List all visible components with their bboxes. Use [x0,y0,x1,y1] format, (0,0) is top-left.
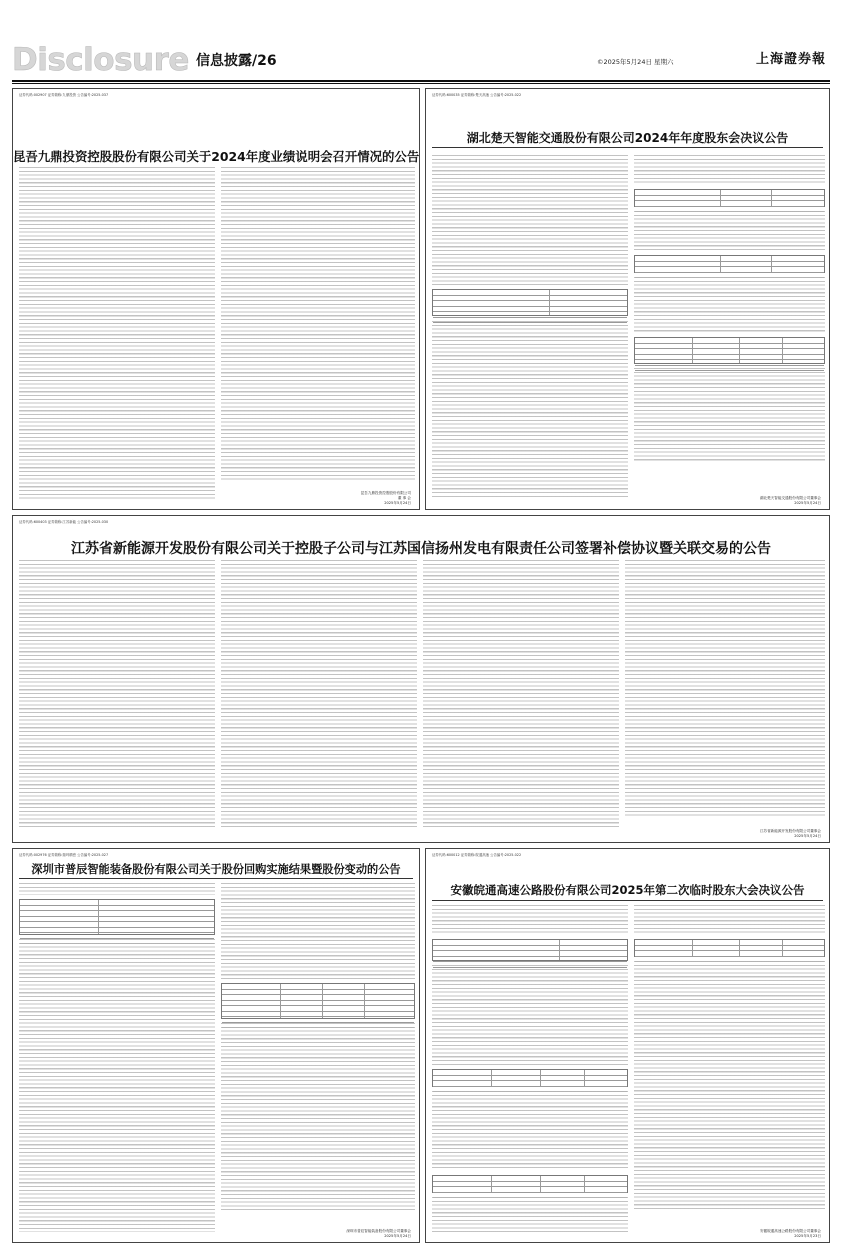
notice-signature: 江苏省新能源开发股份有限公司董事会 2025年5月24日 [759,829,821,838]
data-table [432,1069,628,1087]
notice-signature: 安徽皖通高速公路股份有限公司董事会 2025年5月23日 [759,1229,821,1238]
text-column [221,560,417,830]
title-rule [432,900,823,901]
text-column [19,167,215,499]
notice-title: 昆吾九鼎投资控股股份有限公司关于2024年度业绩说明会召开情况的公告 [13,149,420,164]
text-column [432,155,628,497]
data-table [432,1175,628,1193]
text-column [221,167,415,481]
notice-codes: 证券代码:002976 证券简称:瑞玛精密 公告编号:2025-027 [19,853,109,857]
text-column [19,883,215,1232]
data-table [432,289,628,316]
section-logo: Disclosure [12,42,189,78]
masthead-rule-thin [12,83,830,84]
notice-codes: 证券代码:002907 证券简称:九鼎投资 公告编号:2025-037 [19,93,109,97]
masthead [12,44,830,76]
notice-anhui [425,848,830,1243]
notice-codes: 证券代码:600012 证券简称:皖通高速 公告编号:2025-022 [432,853,522,857]
text-column [625,560,825,816]
masthead-rule [12,80,830,82]
data-table [634,939,825,957]
notice-signature: 湖北楚天智能交通股份有限公司董事会 2025年5月24日 [759,496,821,505]
text-column [634,155,825,497]
notice-title: 深圳市普辰智能装备股份有限公司关于股份回购实施结果暨股份变动的公告 [31,863,401,876]
notice-jiangsu [12,515,830,843]
notice-title: 江苏省新能源开发股份有限公司关于控股子公司与江苏国信扬州发电有限责任公司签署补偿协议暨关联交易的公告 [71,541,771,557]
text-column [432,905,628,1232]
section-title [196,50,277,70]
notice-codes: 证券代码:600403 证券简称:江苏新能 公告编号:2025-030 [19,520,109,524]
notice-signature: 深圳市普辰智能装备股份有限公司董事会 2025年5月24日 [346,1229,411,1238]
section-name: 信息披露 [196,53,252,69]
newspaper-name: 上海證券報 [755,52,826,67]
notice-shenzhen [12,848,420,1243]
data-table [432,939,628,961]
data-table [634,255,825,273]
text-column [634,905,825,1232]
notice-kunshan [12,88,420,510]
notice-body [432,905,823,1232]
notice-body [19,167,413,499]
notice-body [19,883,413,1232]
notice-body [432,155,823,497]
notice-hubei [425,88,830,510]
text-column [19,560,215,830]
notice-codes: 证券代码:600035 证券简称:楚天高速 公告编号:2025-022 [432,93,522,97]
data-table [221,983,415,1019]
notice-title: 安徽皖通高速公路股份有限公司2025年第二次临时股东大会决议公告 [450,883,805,897]
data-table [634,337,825,364]
title-rule [19,878,413,879]
page-number: /26 [252,53,277,69]
notice-title: 湖北楚天智能交通股份有限公司2024年年度股东会决议公告 [466,131,789,145]
data-table [634,189,825,207]
issue-date: ©2025年5月24日 星期六 [597,58,674,66]
data-table [19,899,215,935]
notice-signature: 昆吾九鼎投资控股股份有限公司 董 事 会 2025年5月24日 [360,491,411,505]
notice-body [19,560,823,830]
title-rule [432,147,823,148]
text-column [221,883,415,1232]
text-column [423,560,619,830]
